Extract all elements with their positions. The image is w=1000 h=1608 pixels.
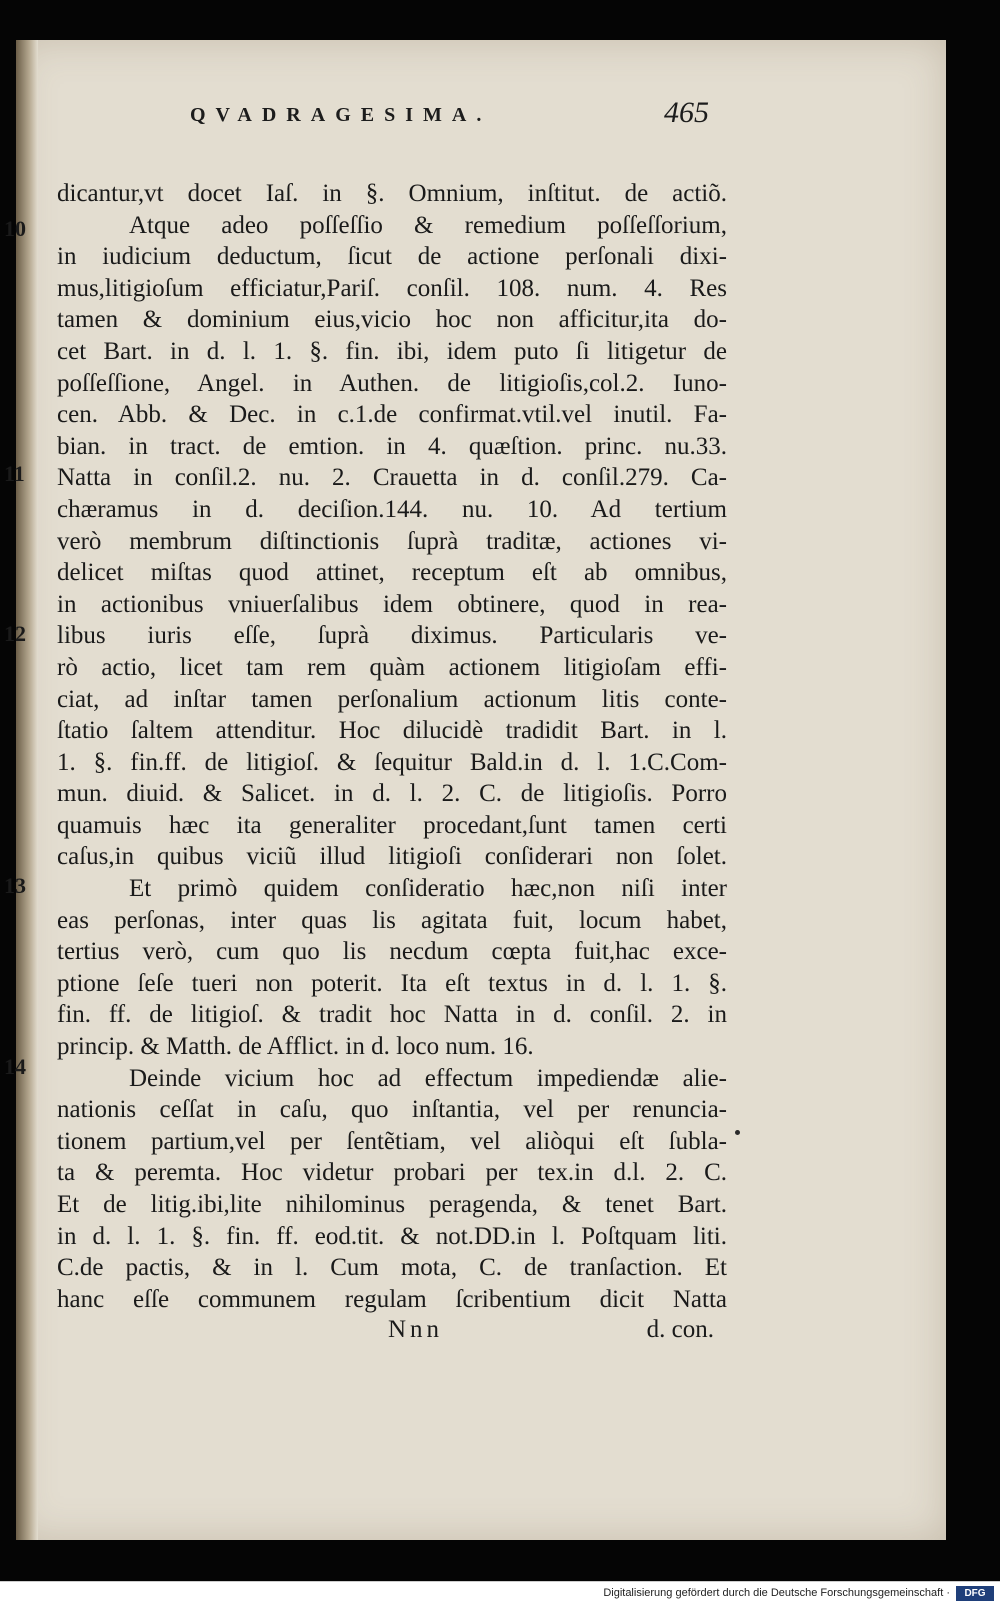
text-line: delicet miſtas quod attinet, receptum eſt ab omnibus,: [57, 559, 727, 587]
text-line: tionem partium,vel per ſentẽtiam, vel aliòqui eſt ſubla-: [57, 1127, 727, 1155]
text-line: cen. Abb. & Dec. in c.1.de confirmat.vtil.vel inutil. Fa-: [57, 401, 727, 429]
text-line: eas perſonas, inter quas lis agitata fuit, locum habet,: [57, 906, 727, 934]
text-line: ciat, ad inſtar tamen perſonalium actionum litis conte-: [57, 685, 727, 713]
digitization-footer: [0, 1581, 1000, 1608]
body-text: [57, 178, 727, 1315]
text-line: in actionibus vniuerſalibus idem obtinere, quod in rea-: [57, 590, 727, 618]
text-line: mus,litigioſum efficiatur,Pariſ. conſil. 108. num. 4. Res: [57, 274, 727, 302]
text-line: caſus,in quibus viciũ illud litigioſi conſiderari non ſolet.: [57, 843, 727, 871]
text-line: dicantur,vt docet Iaſ. in §. Omnium, inſtitut. de actiõ.: [57, 180, 727, 207]
text-line: nationis ceſſat in caſu, quo inſtantia, vel per renuncia-: [57, 1096, 727, 1124]
text-line: fin. ff. de litigioſ. & tradit hoc Natta in d. conſil. 2. in: [57, 1001, 727, 1029]
text-line: in d. l. 1. §. fin. ff. eod.tit. & not.DD.in l. Poſtquam liti.: [57, 1222, 727, 1250]
text-line: bian. in tract. de emtion. in 4. quæſtion. princ. nu.33.: [57, 432, 727, 460]
text-line: mun. diuid. & Salicet. in d. l. 2. C. de litigioſis. Porro: [57, 780, 727, 808]
text-line: cet Bart. in d. l. 1. §. fin. ibi, idem puto ſi litigetur de: [57, 337, 727, 365]
text-line: princip. & Matth. de Afflict. in d. loco num. 16.: [57, 1033, 534, 1061]
text-line: Atque adeo poſſeſſio & remedium poſſeſſorium,: [129, 211, 727, 239]
margin-number-10: 10: [4, 216, 26, 241]
page-gutter-shadow: [16, 40, 38, 1540]
text-line: ta & peremta. Hoc videtur probari per tex.in d.l. 2. C.: [57, 1159, 727, 1187]
text-line: in iudicium deductum, ſicut de actione perſonali dixi-: [57, 243, 727, 271]
text-line: tamen & dominium eius,vicio hoc non afficitur,ita do-: [57, 306, 727, 334]
text-line: Et de litig.ibi,lite nihilominus peragenda, & tenet Bart.: [57, 1191, 727, 1218]
page-number: 465: [664, 96, 709, 129]
text-line: Natta in conſil.2. nu. 2. Crauetta in d. conſil.279. Ca-: [57, 464, 727, 492]
text-line: C.de pactis, & in l. Cum mota, C. de tranſaction. Et: [57, 1254, 727, 1282]
text-line: quamuis hæc ita generaliter procedant,ſunt tamen certi: [57, 811, 727, 839]
text-line: Deinde vicium hoc ad effectum impediendæ alie-: [129, 1064, 727, 1092]
text-line: ſtatio ſaltem attenditur. Hoc dilucidè tradidit Bart. in l.: [57, 717, 727, 745]
dfg-logo-icon: DFG: [956, 1586, 994, 1601]
text-line: rò actio, licet tam rem quàm actionem litigioſam effi-: [57, 653, 727, 681]
text-line: libus iuris eſſe, ſuprà diximus. Particularis ve-: [57, 622, 727, 650]
text-line: tertius verò, cum quo lis necdum cœpta fuit,hac exce-: [57, 938, 727, 966]
text-line: 1. §. fin.ff. de litigioſ. & ſequitur Bald.in d. l. 1.C.Com-: [57, 748, 727, 776]
text-line: poſſeſſione, Angel. in Authen. de litigioſis,col.2. Iuno-: [57, 369, 727, 397]
margin-number-13: 13: [4, 873, 26, 898]
text-line: chæramus in d. deciſion.144. nu. 10. Ad tertium: [57, 495, 727, 523]
footer-credit: Digitalisierung gefördert durch die Deutsche Forschungsgemeinschaft ·: [603, 1587, 950, 1599]
margin-number-14: 14: [4, 1054, 26, 1079]
text-line: verò membrum diſtinctionis ſuprà traditæ, actiones vi-: [57, 527, 727, 555]
text-line: ptione ſeſe tueri non poterit. Ita eſt textus in d. l. 1. §.: [57, 969, 727, 997]
catchword: d. con.: [646, 1316, 714, 1343]
margin-number-12: 12: [4, 621, 26, 646]
text-line: Et primò quidem conſideratio hæc,non niſi inter: [129, 875, 727, 903]
signature-mark: Nnn: [388, 1316, 444, 1343]
running-head: QVADRAGESIMA.: [190, 104, 492, 126]
catchword-line: [57, 1316, 714, 1348]
margin-number-11: 11: [4, 461, 25, 486]
text-line: hanc eſſe communem regulam ſcribentium dicit Natta: [57, 1285, 727, 1313]
ink-speck: [735, 1130, 740, 1135]
